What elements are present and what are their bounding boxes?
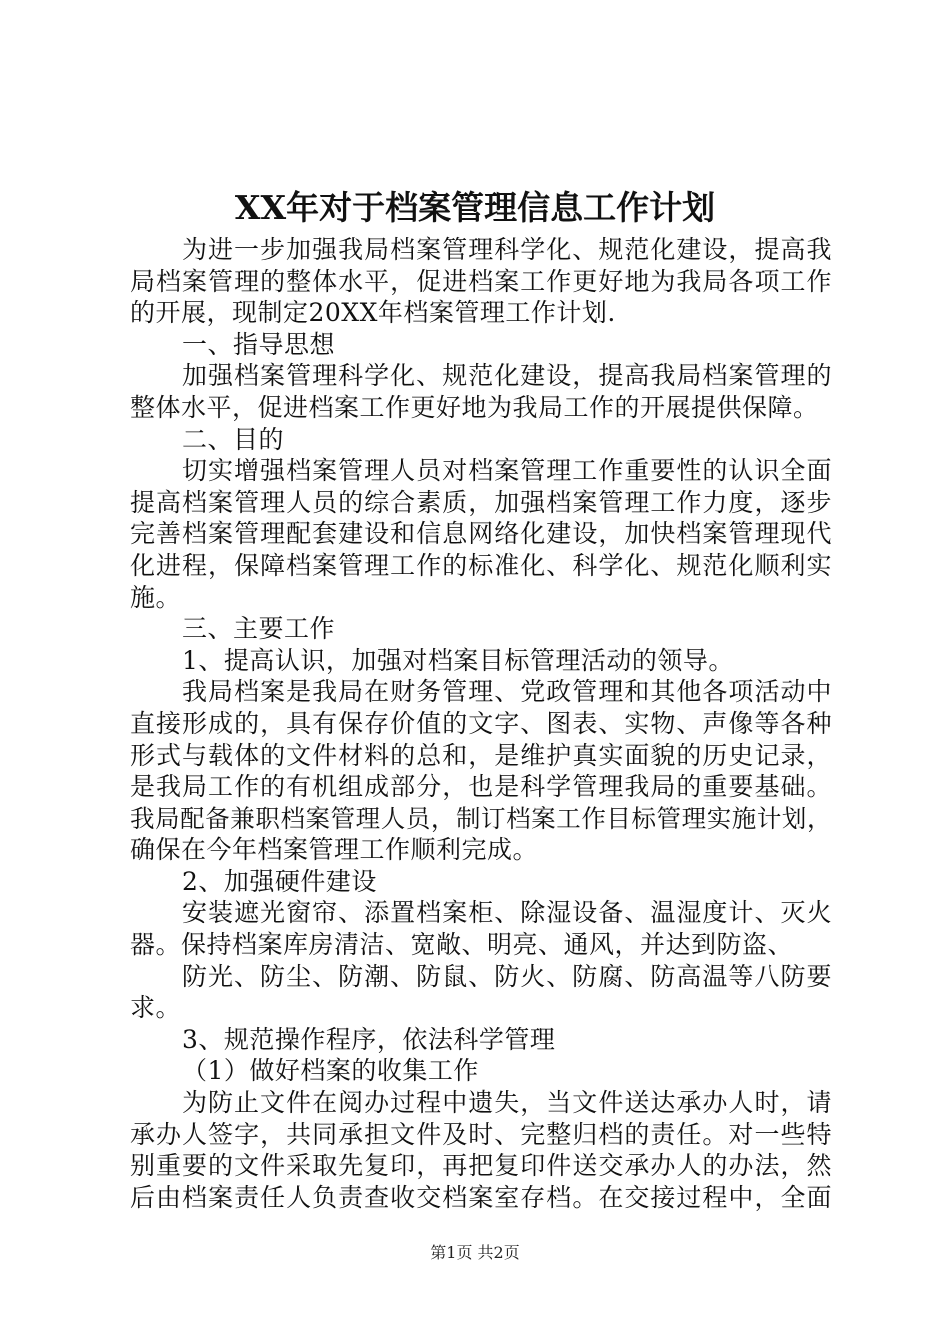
text-line: 2、加强硬件建设 xyxy=(182,866,377,896)
text-line: 提高档案管理人员的综合素质，加强档案管理工作力度，逐步 xyxy=(130,487,832,517)
text-line: 确保在今年档案管理工作顺利完成。 xyxy=(130,835,539,865)
text-line: 形式与载体的文件材料的总和，是维护真实面貌的历史记录， xyxy=(130,740,832,770)
text-line: 一、指导思想 xyxy=(182,329,336,359)
text-line: 化进程，保障档案管理工作的标准化、科学化、规范化顺利实 xyxy=(130,550,832,580)
text-line: 求。 xyxy=(130,993,182,1023)
text-line: 三、主要工作 xyxy=(182,614,336,644)
text-line: 二、目的 xyxy=(182,424,285,454)
text-line: 别重要的文件采取先复印，再把复印件送交承办人的办法，然 xyxy=(130,1151,832,1181)
text-line: 施。 xyxy=(130,582,182,612)
text-line: 整体水平，促进档案工作更好地为我局工作的开展提供保障。 xyxy=(130,392,819,422)
text-line: 加强档案管理科学化、规范化建设，提高我局档案管理的 xyxy=(182,361,832,391)
text-line: 局档案管理的整体水平，促进档案工作更好地为我局各项工作 xyxy=(130,266,832,296)
text-line: 直接形成的，具有保存价值的文字、图表、实物、声像等各种 xyxy=(130,708,832,738)
text-line: 切实增强档案管理人员对档案管理工作重要性的认识全面 xyxy=(182,456,832,486)
text-line: 防光、防尘、防潮、防鼠、防火、防腐、防高温等八防要 xyxy=(182,961,832,991)
text-line: 后由档案责任人负责查收交档案室存档。在交接过程中，全面 xyxy=(130,1182,832,1212)
text-line: （1）做好档案的收集工作 xyxy=(182,1056,479,1086)
text-line: 完善档案管理配套建设和信息网络化建设，加快档案管理现代 xyxy=(130,519,832,549)
text-line: 3、规范操作程序，依法科学管理 xyxy=(182,1024,556,1054)
text-line: 的开展，现制定20XX年档案管理工作计划. xyxy=(130,298,616,328)
text-line: 我局档案是我局在财务管理、党政管理和其他各项活动中 xyxy=(182,677,832,707)
text-line: 我局配备兼职档案管理人员，制订档案工作目标管理实施计划， xyxy=(130,803,832,833)
text-line: 是我局工作的有机组成部分，也是科学管理我局的重要基础。 xyxy=(130,772,832,802)
text-line: 为进一步加强我局档案管理科学化、规范化建设，提高我 xyxy=(182,235,832,264)
text-line: 安装遮光窗帘、添置档案柜、除湿设备、温湿度计、灭火 xyxy=(182,898,832,928)
text-line: 承办人签字，共同承担文件及时、完整归档的责任。对一些特 xyxy=(130,1119,832,1149)
page-footer: 第1页 共2页 xyxy=(430,1243,520,1262)
text-line: 为防止文件在阅办过程中遗失，当文件送达承办人时，请 xyxy=(182,1088,832,1118)
text-line: 器。保持档案库房清洁、宽敞、明亮、通风，并达到防盗、 xyxy=(130,930,794,960)
document-title: XX年对于档案管理信息工作计划 xyxy=(234,188,716,227)
document-body xyxy=(130,234,832,1213)
text-line: 1、提高认识，加强对档案目标管理活动的领导。 xyxy=(182,645,734,675)
